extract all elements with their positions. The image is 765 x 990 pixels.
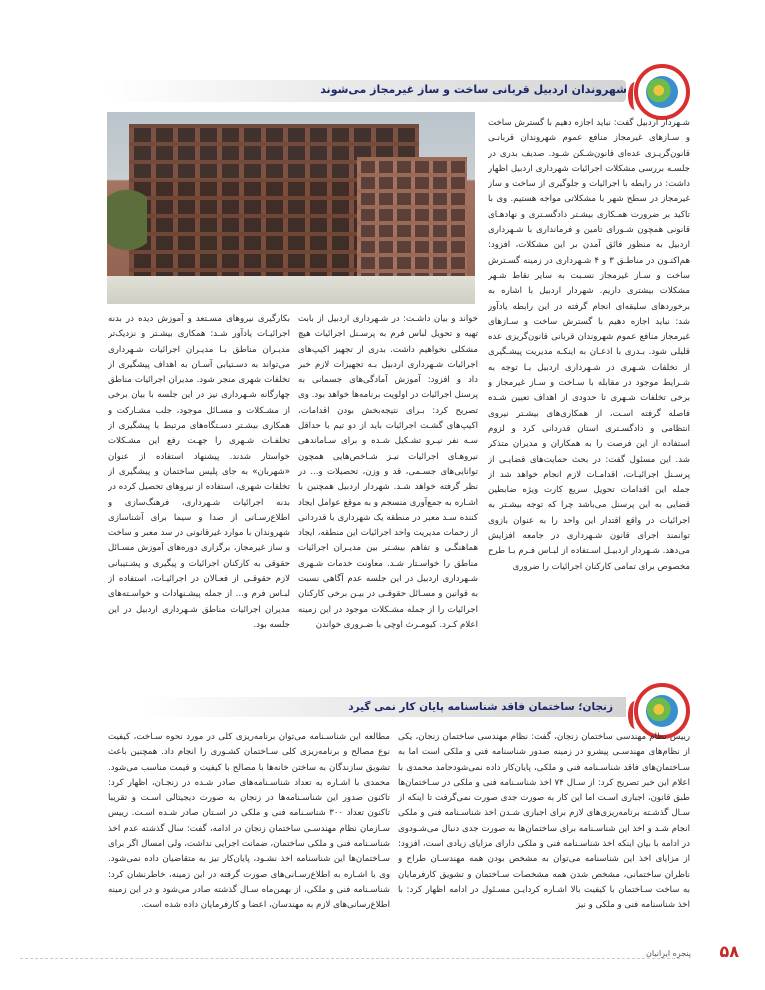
article1-column-3 <box>108 312 290 694</box>
article1-paragraph-1: شـهردار اردبیل گفت: نباید اجازه دهیم با گسترش ساخت و سـازهای غیرمجاز منافع عموم شهروندان قربانـی قانون‌گریـزی عده‌ای قانون‌شـکن شـود. صدیف بدری در جلسـه بررسی مشکلات اجرائیات شهرداری اردبیل اظهار داشت: در رابطه با اجرائیات و جلوگیری از ساخت و ساز غیرمجاز در سطح شهر با مشکلاتی مواجه هستیم. وی با تاکید بر ضرورت همـکاری بیشـتر دادگسـتری و نهادهـای قانونی همچون شـورای تامین و فرمانداری با شـهرداری اردبیل به منظور فائق آمدن بر این مشکلات، افزود: هم‌اکنـون در مناطـق ۳ و ۴ شـهرداری در زمینه گسـترش ساخت و سـاز غیرمجاز نسـبت به سایر نقاط شـهر مشکلات بیشتری داریم. شهردار اردبیل با اشاره به برخوردهای سلیقه‌ای انجام گرفته در این رابطه یادآور شد: نباید اجازه دهیم با گسترش ساخت و سـازهای غیرمجاز منافع عموم شهروندان قربانی قانون‌گریزی عده قلیلی شود. بـدری با اذعـان به اینکـه مدیریت پیشـگیری از تخلفات شـهری در شـهرداری اردبیل بـا توجه به شـرایط موجود در مقابله با سـاخت و سـاز غیرمجاز و برخی تخلفات شـهری تا حدودی از اهداف تعیین شـده فاصله گرفته اسـت، از همکاری‌های بیشـتر نیروی انتظامی و دادگسـتری استان قدردانی کرد و لزوم استفاده از این فرصت را به همکاران و مدیران متذکر شد. این مسئول گفت: در بحث حمایت‌های قضایـی از پرسـنل اجرائیـات، اقدامـات لازم انجام خواهد شد از جمله این اقدامات تحویل سریع کارت ویژه ضابطین قضایی به این پرسنل می‌باشد چرا که توجه بیشـتر به اجرائیات در واقع اقتدار این واحد را به عنوان بازوی توانمند اجرای قانون شـهرداری در جامعه افزایش می‌دهد. شـهردار اردبیـل اسـتفاده از لبـاس فـرم بـا طرح مخصوص برای تمامی کارکنان اجرائیات را ضروری <box>488 118 690 572</box>
article2-column-1 <box>398 730 690 940</box>
article1-title: شهروندان اردبیل قربانی ساخت و ساز غیرمجاز می‌شوند <box>320 83 627 96</box>
article1-photo <box>107 112 475 304</box>
article2-column-2 <box>108 730 390 940</box>
article1-paragraph-2: خواند و بیان داشـت: در شـهرداری اردبیل از بابت تهیه و تحویل لباس فرم به پرسـنل اجرائیات هیچ مشکلی نخواهیم داشت. بدری از تجهیز اکیپ‌های اجرائیات شـهرداری اردبیل بـه تجهیزات لازم خبر داد و افزود: آموزش آمادگی‌های جسمانی به پرسنل اجرائیات در اولویت برنامه‌ها خواهد بود. وی تصریح کرد: بـرای نتیجه‌بخش بودن اقدامات، اکیپ‌های گشـت اجرائیات باید از دو تیم با حداقل سـه نفر نیـرو تشـکیل شـده و برای سـاماندهی نیروهـای اجرائیات نیـز شـاخص‌هایی همچون توانایی‌های جسـمی، قد و وزن، تحصیلات و... در نظر گرفته خواهد شـد. شهردار اردبیل همچنین با اشـاره به جمع‌آوری منسجم و به موقع عوامل ایجاد کننده سـد معبر در منطقه یک شهرداری با قدردانی از زحمات مدیریت واحد اجرائیات این منطقه، ایجاد هماهنگـی و تفاهم بیشـتر بین مدیـران اجرائیات مناطق را خواسـتار شـد. معاونت خدمات شـهری شـهرداری اردبیل در این جلسه عدم آگاهی نسبت به قوانین و مسـائل حقوقـی در بیـن برخی کارکنان اجرائیات را از جمله مشـکلات موجود در این زمینه اعلام کـرد. کیومـرث اوچی با ضـروری خواندن <box>298 314 478 630</box>
iran-map-logo-icon <box>634 64 690 120</box>
article2-paragraph-1: رییس نظام مهندسی ساختمان زنجان، گفت: نظام مهندسی ساختمان زنجان، یکی از نظام‌های مهندسـی پیشرو در زمینه صدور شناسنامه فنی و ملکی است اما به سـاختمان‌های فاقد شناسـنامه فنی و ملکی، پایان‌کار داده نمی‌شودحامد محمدی با اعلام این خبر تصریح کرد: از سـال ۷۴ اخذ شناسـنامه فنی و ملکی در سـاختمان‌ها طبق قانون، اجباری اسـت اما این کار به صورت جدی صورت نمی‌گرفت تا اینکه از سـال گذشـته برنامه‌ریزی‌های لازم برای اجباری شـدن اخذ شناسـنامه فنی و ملکی انجام شـد و اخذ این شناسـنامه برای ساختمان‌ها به صورت جدی دنبال می‌شـودوی در ادامه با بیان اینکه اخذ شناسـنامه فنی و ملکی دارای مزایای زیادی است، افزود: از مزایای اخذ این شناسنامه می‌توان به مشخص بودن همه مهندسـان طراح و ناظران ساختمانی، مشخص شدن همه مشخصات سـاختمان و تشویق کارفرمایان به ساخت سـاختمان با کیفیت بالا اشـاره کردایـن مسـئول در ادامه اظهار کرد: با اخذ شناسنامه فنی و ملکی و نیز <box>398 732 690 911</box>
footer-divider <box>20 958 680 959</box>
footer-magazine-name: پنجره ایرانیان <box>646 949 691 958</box>
page-number: ۵۸ <box>719 942 739 961</box>
article2-paragraph-2: مطالعه این شناسـنامه می‌توان برنامه‌ریزی کلی در مورد نحوه سـاخت، کیفیت نوع مصالح و برنامه‌ریزی کلی سـاختمان کشـوری را انجام داد. همچنین باعث تشویق سازندگان به ساختن خانه‌ها با مصالح با کیفیت و قیمت مناسب می‌شود. محمدی با اشـاره به تعداد شناسـنامه‌های صادر شـده در زنجـان، اظهار کرد: تاکنون صدور این شناسـنامه‌ها در زنجان به صورت دیجیتالی اسـت و تقریبا تاکنون تعداد ۳۰۰ شناسـنامه فنی و ملکی در اسـتان صادر شـده اسـت. رییس سـازمان نظام مهندسـی ساختمان زنجان در ادامه، گفت: سال گذشته عدم اخذ شناسـنامه فنی و ملکی ساختمان، ضمانت اجرایی نداشت، ولی امسال اگر برای سـاختمان‌ها این شناسنامه اخذ نشـود، پایان‌کار نیز به متقاضیان داده نمی‌شود. وی با اشـاره به اطلاع‌رسـانی‌های صورت گرفته در این زمینه، خاطرنشان کرد: شناسـنامه فنی و ملکی، از بهمن‌ماه سـال گذشته صادر می‌شود و در این زمینه اطلاع‌رسانی‌های لازم به مهندسان، اعضا و کارفرمایان داده شده است. <box>108 732 390 911</box>
article2-title: زنجان؛ ساختمان فاقد شناسنامه پایان کار نمی گیرد <box>348 701 613 713</box>
article1-paragraph-3: بکارگیری نیروهای مسـتعد و آموزش دیده در بدنه اجرائیـات یادآور شـد: همکاری بیشـتر و نزدیک‌تر مدیـران مناطق بـا مدیـران اجرائیات شـهرداری می‌تواند به دسـتیابی آسـان به اهداف پیشگیری از تخلفات شهری منجر شود. مدیران اجرائیات مناطق چهارگانه شـهرداری نیز در این جلسه با بیان برخی از مشـکلات و مسـائل موجود، جلب مشـارکت و همکاری بیشـتر دسـتگاه‌های مرتبط با پیشگیری از تخلفـات شـهری را جهـت رفع این مشـکلات خواستار شدند. پیشنهاد استفاده از عنوان «شهربان» به جای پلیس ساختمان و پیشگیری از تخلفات شهری، استفاده از نیروهای تحصیل کرده در بدنه اجرائیات شـهرداری، فرهنگ‌سازی و اطلاع‌رسـانی از صدا و سیما برای آشناسازی شهروندان با موارد غیرقانونی در سد معبر و ساخت و ساز غیرمجاز، برگزاری دوره‌های آموزش مسـائل حقوقی به کارکنان اجرائیات و پیگیری و پشـتیبانی لازم حقوقـی از فعـالان در اجرائیـات، استفاده از لبـاس فرم و... از جمله پیشـنهادات و خواسـته‌های مدیران اجرائیات مناطق شـهرداری اردبیل در این جلسه بود. <box>108 314 290 630</box>
article1-column-2 <box>298 312 478 694</box>
article1-column-1 <box>488 116 690 698</box>
